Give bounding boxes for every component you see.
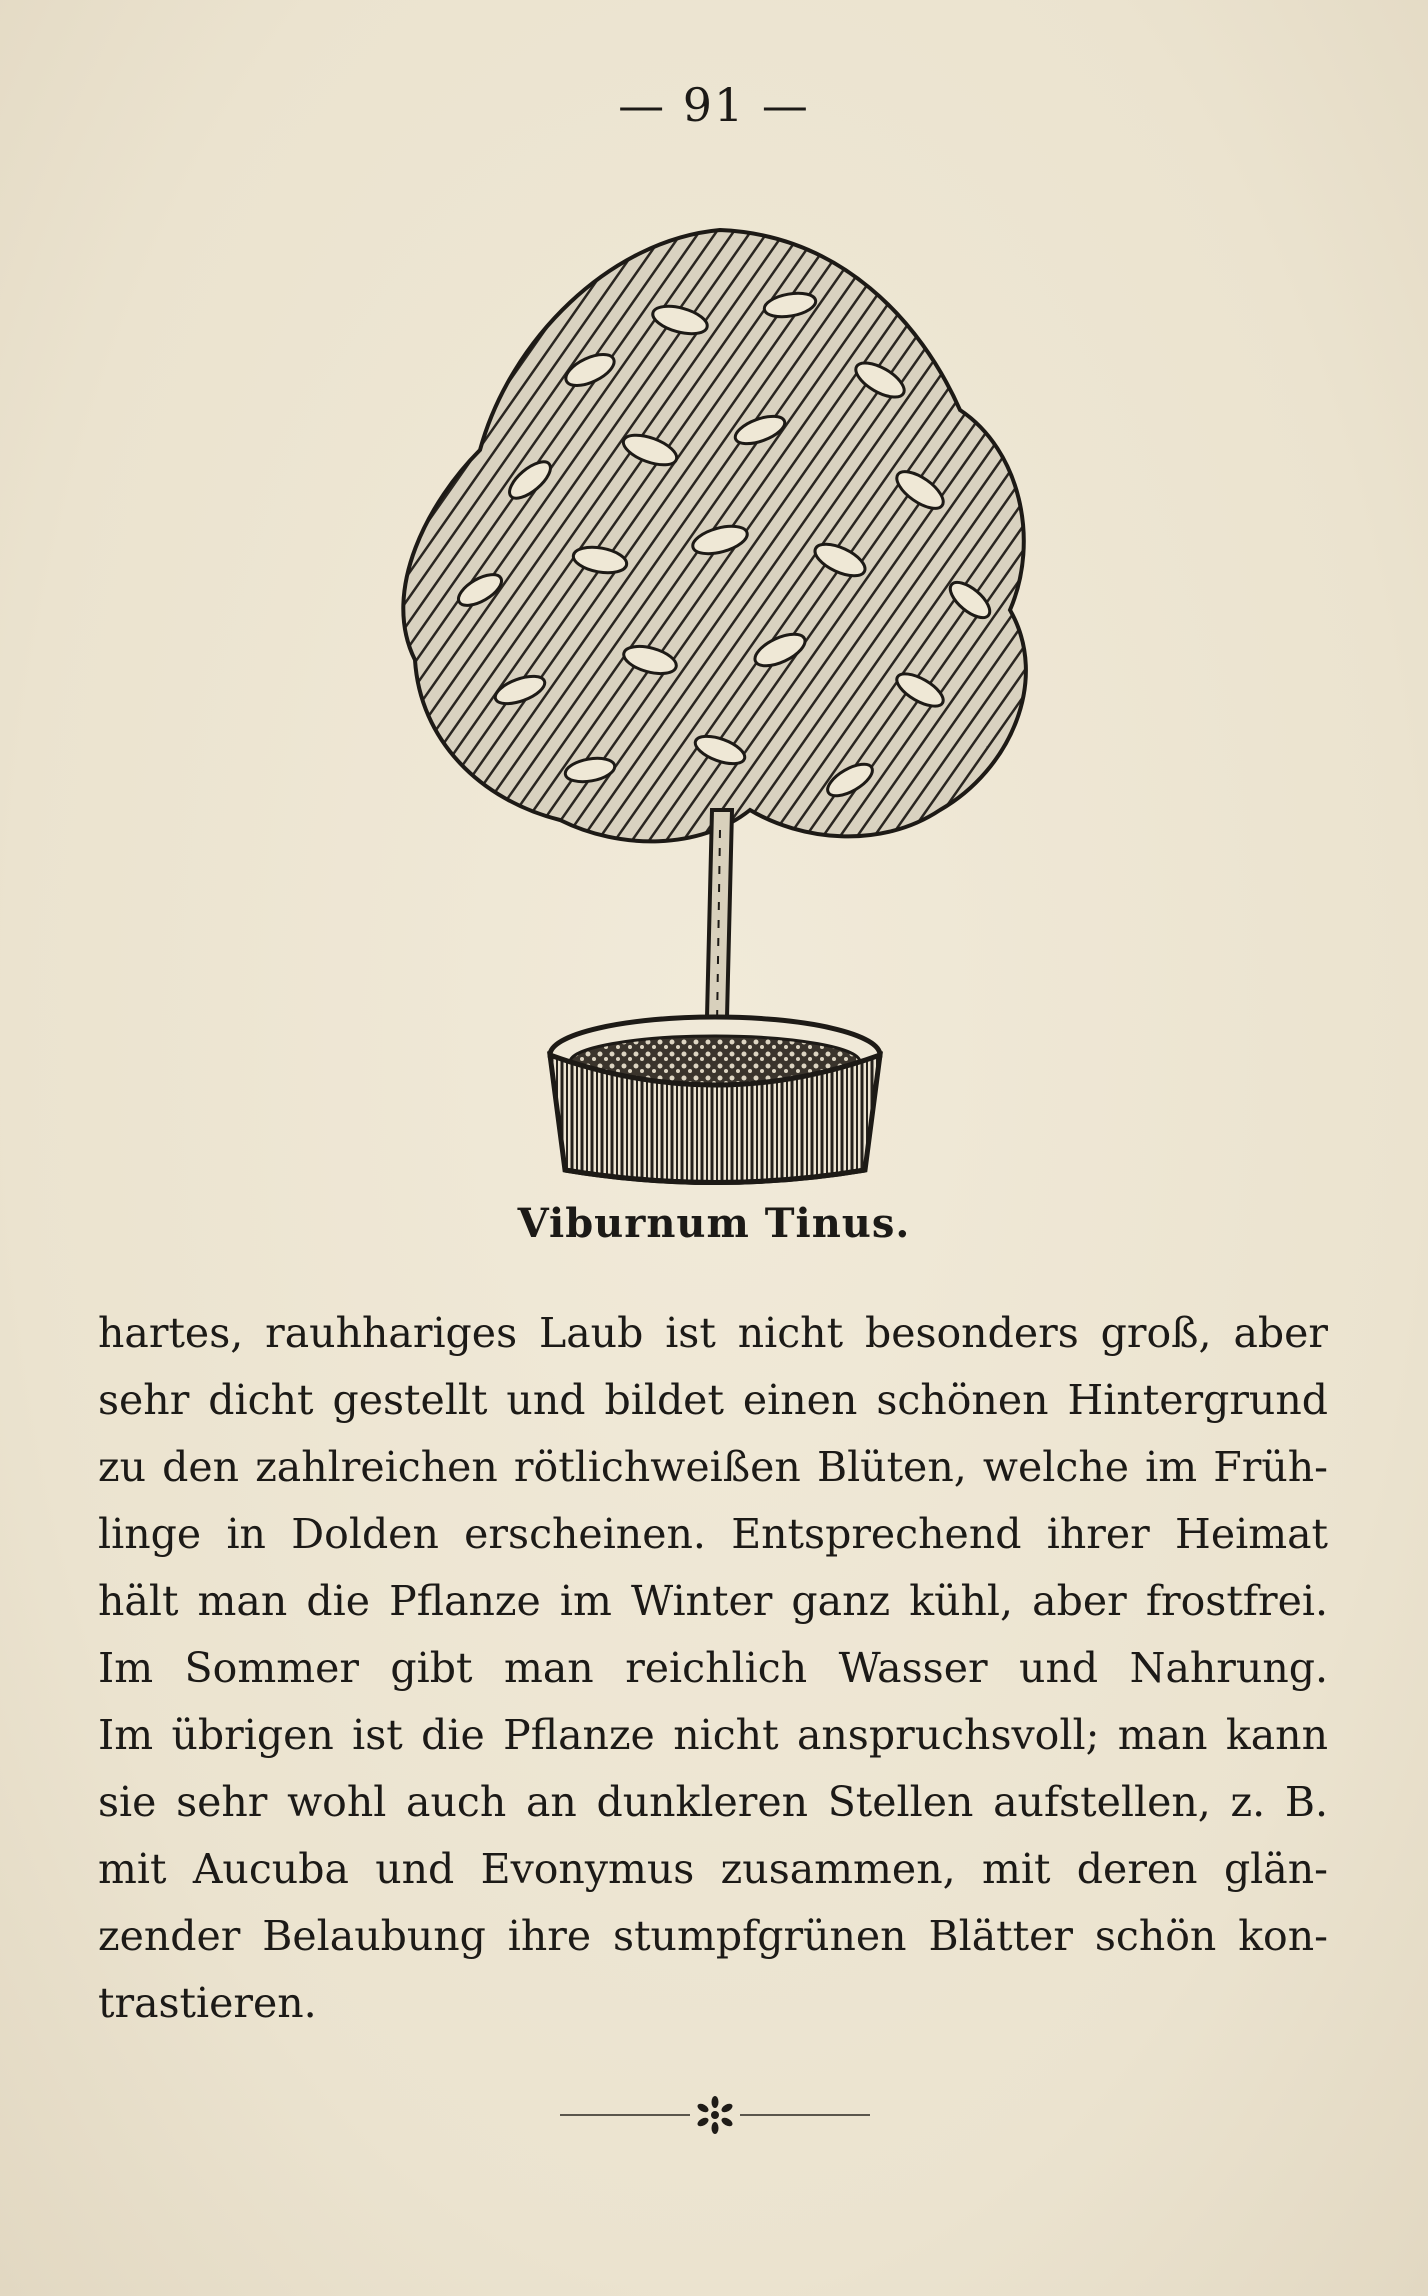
page-number: — 91 — xyxy=(618,78,810,132)
text-line: mit Aucuba und Evonymus zusammen, mit deren glän- xyxy=(98,1845,1328,1893)
text-line: zender Belaubung ihre stumpfgrünen Blätter schön kon- xyxy=(98,1912,1328,1960)
text-line: linge in Dolden erscheinen. Entsprechend ihrer Heimat xyxy=(98,1510,1328,1558)
text-line: trastieren. xyxy=(98,1979,317,2027)
text-line: hält man die Pflanze im Winter ganz kühl, aber frostfrei. xyxy=(98,1577,1328,1625)
text-line: Im Sommer gibt man reichlich Wasser und Nahrung. xyxy=(98,1644,1328,1692)
text-line: hartes, rauhhariges Laub ist nicht besonders groß, aber xyxy=(98,1309,1328,1357)
tree-illustration xyxy=(320,210,1120,1190)
text-line: zu den zahlreichen rötlichweißen Blüten, welche im Früh- xyxy=(98,1443,1328,1491)
section-divider-ornament xyxy=(560,2090,870,2140)
text-line: sie sehr wohl auch an dunkleren Stellen aufstellen, z. B. xyxy=(98,1778,1328,1826)
text-line: Im übrigen ist die Pflanze nicht anspruchsvoll; man kann xyxy=(98,1711,1328,1759)
text-line: sehr dicht gestellt und bildet einen schönen Hintergrund xyxy=(98,1376,1328,1424)
illustration-caption: Viburnum Tinus. xyxy=(517,1200,911,1247)
paragraph xyxy=(98,1300,1328,2037)
